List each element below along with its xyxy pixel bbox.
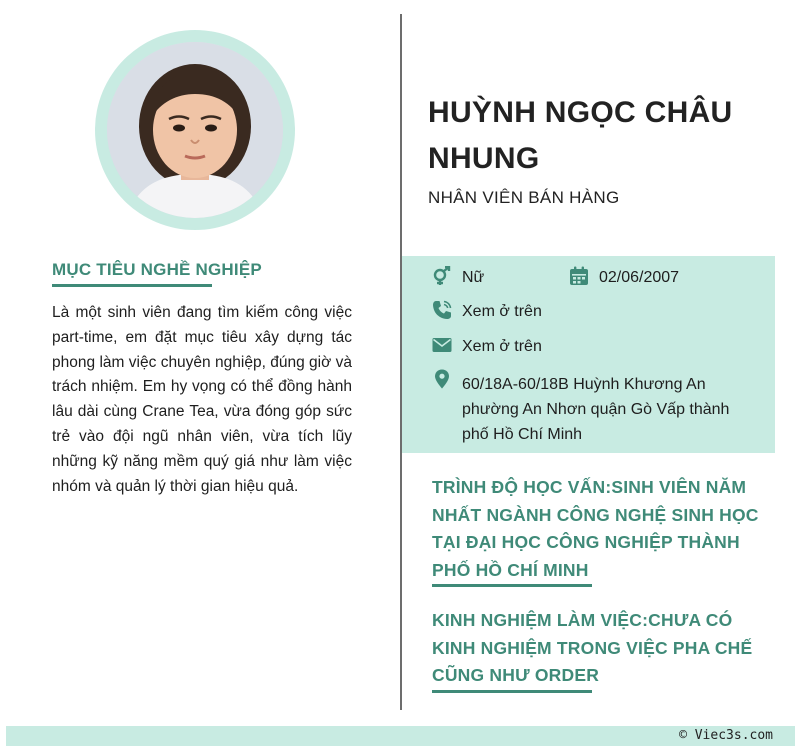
footer-credit[interactable]: © Viec3s.com	[679, 728, 773, 743]
address-line1: 60/18A-60/18B Huỳnh Khương An	[462, 376, 706, 393]
experience-line3: CŨNG NHƯ ORDER	[432, 665, 600, 685]
education-line4: PHỐ HỒ CHÍ MINH	[432, 559, 589, 580]
experience-line2: KINH NGHIỆM TRONG VIỆC PHA CHẾ	[432, 637, 753, 658]
gender-icon	[432, 266, 452, 286]
avatar-portrait	[107, 42, 283, 218]
email-icon	[432, 335, 452, 355]
footer-bar	[6, 726, 795, 746]
job-title: NHÂN VIÊN BÁN HÀNG	[428, 188, 620, 207]
phone-value: Xem ở trên	[462, 303, 542, 320]
education-underline	[432, 584, 592, 587]
location-pin-icon	[432, 369, 452, 389]
education-line2: NHẤT NGÀNH CÔNG NGHỆ SINH HỌC	[432, 504, 759, 525]
address-value	[462, 372, 729, 447]
birthdate-value: 02/06/2007	[599, 269, 680, 286]
candidate-name-line1: HUỲNH NGỌC CHÂU	[428, 96, 733, 129]
gender-value: Nữ	[462, 269, 485, 286]
objective-heading-underline	[52, 284, 212, 287]
education-line3: TẠI ĐẠI HỌC CÔNG NGHIỆP THÀNH	[432, 532, 740, 552]
objective-heading: MỤC TIÊU NGHỀ NGHIỆP	[52, 260, 262, 279]
education-section	[432, 474, 772, 584]
avatar	[107, 42, 283, 218]
objective-text: Là một sinh viên đang tìm kiếm công việc part-time, em đặt mục tiêu xây dựng tác phong làm việc chuyên nghiệp, đúng giờ và trách nhiệm. Em hy vọng có thể đồng hành lâu dài cùng Crane Tea, vừa đóng góp sức trẻ vào đội ngũ nhân viên, vừa tích lũy những kỹ năng mềm quý giá như làm việc nhóm và quản lý thời gian hiệu quả.	[52, 304, 352, 495]
contact-panel	[402, 256, 775, 453]
education-line1: TRÌNH ĐỘ HỌC VẤN:SINH VIÊN NĂM	[432, 477, 747, 497]
calendar-icon	[569, 266, 589, 286]
experience-section	[432, 607, 772, 690]
address-line3: phố Hồ Chí Minh	[462, 426, 583, 443]
experience-underline	[432, 690, 592, 693]
phone-icon	[432, 300, 452, 320]
address-line2: phường An Nhơn quận Gò Vấp thành	[462, 401, 730, 418]
candidate-name-line2: NHUNG	[428, 142, 540, 175]
email-value: Xem ở trên	[462, 338, 542, 355]
experience-line1: KINH NGHIỆM LÀM VIỆC:CHƯA CÓ	[432, 610, 733, 630]
candidate-name	[428, 90, 768, 182]
avatar-frame	[95, 30, 295, 230]
